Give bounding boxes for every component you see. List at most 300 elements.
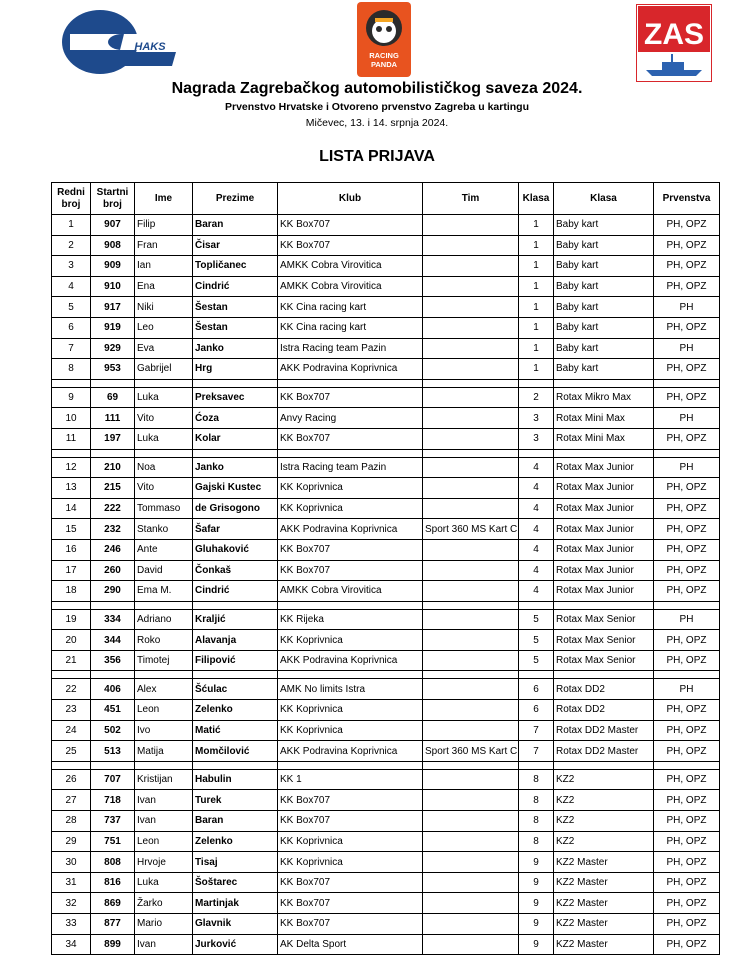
cell-tim xyxy=(423,769,519,790)
cell-prvenstva: PH xyxy=(654,338,720,359)
cell-tim xyxy=(423,609,519,630)
cell-ime: Ema M. xyxy=(135,581,193,602)
cell-klasa-number: 4 xyxy=(519,457,554,478)
cell-prezime: Cindrić xyxy=(193,581,278,602)
cell-redni-broj: 24 xyxy=(52,720,91,741)
cell-startni-broj: 344 xyxy=(91,630,135,651)
cell-prvenstva: PH, OPZ xyxy=(654,650,720,671)
cell-prezime: Gajski Kustec xyxy=(193,478,278,499)
separator-cell xyxy=(91,379,135,387)
cell-startni-broj: 908 xyxy=(91,235,135,256)
cell-ime: Žarko xyxy=(135,893,193,914)
cell-prezime: Kolar xyxy=(193,428,278,449)
cell-klasa-number: 9 xyxy=(519,872,554,893)
cell-klasa: KZ2 xyxy=(554,769,654,790)
cell-startni-broj: 513 xyxy=(91,741,135,762)
col-header-klub: Klub xyxy=(278,183,423,215)
cell-klub: AMKK Cobra Virovitica xyxy=(278,276,423,297)
cell-klasa-number: 5 xyxy=(519,630,554,651)
cell-prezime: Cindrić xyxy=(193,276,278,297)
cell-klub: KK Koprivnica xyxy=(278,720,423,741)
separator-cell xyxy=(519,449,554,457)
cell-klub: KK Box707 xyxy=(278,235,423,256)
separator-cell xyxy=(52,601,91,609)
separator-cell xyxy=(135,761,193,769)
table-row xyxy=(52,235,720,256)
cell-prvenstva: PH xyxy=(654,408,720,429)
cell-prezime: de Grisogono xyxy=(193,498,278,519)
cell-prvenstva: PH xyxy=(654,609,720,630)
cell-ime: Hrvoje xyxy=(135,852,193,873)
table-row xyxy=(52,539,720,560)
table-row xyxy=(52,359,720,380)
cell-prvenstva: PH, OPZ xyxy=(654,235,720,256)
table-row xyxy=(52,297,720,318)
cell-klasa: Rotax Max Junior xyxy=(554,498,654,519)
cell-ime: Leon xyxy=(135,700,193,721)
table-row xyxy=(52,741,720,762)
cell-klub: KK Box707 xyxy=(278,560,423,581)
separator-cell xyxy=(423,671,519,679)
cell-tim xyxy=(423,408,519,429)
separator-cell xyxy=(554,761,654,769)
table-row xyxy=(52,609,720,630)
cell-prvenstva: PH, OPZ xyxy=(654,811,720,832)
cell-prvenstva: PH, OPZ xyxy=(654,872,720,893)
cell-prvenstva: PH, OPZ xyxy=(654,560,720,581)
cell-ime: Stanko xyxy=(135,519,193,540)
cell-tim xyxy=(423,720,519,741)
cell-klasa-number: 4 xyxy=(519,560,554,581)
cell-klasa-number: 4 xyxy=(519,581,554,602)
cell-ime: Luka xyxy=(135,872,193,893)
cell-prezime: Baran xyxy=(193,811,278,832)
cell-ime: Leon xyxy=(135,831,193,852)
cell-ime: Tommaso xyxy=(135,498,193,519)
cell-startni-broj: 502 xyxy=(91,720,135,741)
separator-cell xyxy=(52,449,91,457)
separator-cell xyxy=(193,601,278,609)
cell-tim xyxy=(423,679,519,700)
table-row xyxy=(52,256,720,277)
cell-tim xyxy=(423,700,519,721)
cell-ime: Gabrijel xyxy=(135,359,193,380)
table-row xyxy=(52,769,720,790)
cell-startni-broj: 751 xyxy=(91,831,135,852)
svg-text:RACING: RACING xyxy=(369,51,399,60)
cell-prezime: Habulin xyxy=(193,769,278,790)
cell-ime: Vito xyxy=(135,478,193,499)
cell-startni-broj: 69 xyxy=(91,387,135,408)
cell-klasa: Baby kart xyxy=(554,276,654,297)
cell-prezime: Matić xyxy=(193,720,278,741)
cell-klub: Istra Racing team Pazin xyxy=(278,457,423,478)
cell-klasa: KZ2 xyxy=(554,831,654,852)
table-row xyxy=(52,831,720,852)
cell-ime: Mario xyxy=(135,914,193,935)
cell-prvenstva: PH, OPZ xyxy=(654,498,720,519)
separator-cell xyxy=(519,671,554,679)
separator-cell xyxy=(278,671,423,679)
cell-prezime: Čonkaš xyxy=(193,560,278,581)
cell-klasa: Baby kart xyxy=(554,317,654,338)
cell-klasa: Rotax DD2 xyxy=(554,679,654,700)
cell-tim xyxy=(423,560,519,581)
table-row xyxy=(52,630,720,651)
page-title: Nagrada Zagrebačkog automobilističkog saveza 2024. xyxy=(171,80,583,97)
separator-cell xyxy=(135,379,193,387)
racing-panda-logo xyxy=(357,2,411,77)
separator-cell xyxy=(554,671,654,679)
cell-startni-broj: 910 xyxy=(91,276,135,297)
cell-klub: KK Koprivnica xyxy=(278,831,423,852)
cell-redni-broj: 26 xyxy=(52,769,91,790)
svg-text:ZAS: ZAS xyxy=(644,18,704,51)
cell-ime: Eva xyxy=(135,338,193,359)
cell-redni-broj: 8 xyxy=(52,359,91,380)
cell-tim: Sport 360 MS Kart C xyxy=(423,519,519,540)
cell-redni-broj: 5 xyxy=(52,297,91,318)
cell-klasa-number: 4 xyxy=(519,519,554,540)
cell-klasa-number: 9 xyxy=(519,852,554,873)
cell-tim xyxy=(423,338,519,359)
table-row xyxy=(52,387,720,408)
cell-ime: Ena xyxy=(135,276,193,297)
cell-klasa-number: 7 xyxy=(519,720,554,741)
separator-cell xyxy=(278,601,423,609)
cell-redni-broj: 11 xyxy=(52,428,91,449)
cell-prezime: Martinjak xyxy=(193,893,278,914)
separator-cell xyxy=(278,761,423,769)
cell-prezime: Jurković xyxy=(193,934,278,955)
cell-klasa: Baby kart xyxy=(554,338,654,359)
cell-prezime: Šoštarec xyxy=(193,872,278,893)
cell-klub: AKK Podravina Koprivnica xyxy=(278,359,423,380)
cell-tim xyxy=(423,235,519,256)
cell-tim xyxy=(423,790,519,811)
cell-startni-broj: 197 xyxy=(91,428,135,449)
cell-klasa: KZ2 Master xyxy=(554,872,654,893)
cell-klub: Anvy Racing xyxy=(278,408,423,429)
cell-ime: Ivan xyxy=(135,790,193,811)
cell-klasa: Rotax DD2 Master xyxy=(554,741,654,762)
cell-redni-broj: 2 xyxy=(52,235,91,256)
separator-cell xyxy=(654,601,720,609)
cell-klasa-number: 4 xyxy=(519,539,554,560)
cell-klub: KK Cina racing kart xyxy=(278,297,423,318)
cell-prvenstva: PH, OPZ xyxy=(654,581,720,602)
separator-cell xyxy=(52,671,91,679)
col-header-redni-broj: Redni broj xyxy=(52,183,91,215)
cell-ime: Matija xyxy=(135,741,193,762)
cell-klasa: KZ2 Master xyxy=(554,852,654,873)
cell-klasa: Rotax Max Junior xyxy=(554,478,654,499)
cell-klasa: Baby kart xyxy=(554,297,654,318)
cell-startni-broj: 451 xyxy=(91,700,135,721)
cell-tim xyxy=(423,317,519,338)
table-row xyxy=(52,560,720,581)
group-separator-row xyxy=(52,761,720,769)
cell-klasa: KZ2 Master xyxy=(554,934,654,955)
cell-ime: Ivan xyxy=(135,934,193,955)
cell-prezime: Ćoza xyxy=(193,408,278,429)
cell-tim xyxy=(423,852,519,873)
cell-klub: KK Koprivnica xyxy=(278,852,423,873)
cell-redni-broj: 32 xyxy=(52,893,91,914)
cell-klasa: Rotax Mini Max xyxy=(554,428,654,449)
cell-ime: Filip xyxy=(135,215,193,236)
cell-startni-broj: 899 xyxy=(91,934,135,955)
cell-prvenstva: PH, OPZ xyxy=(654,387,720,408)
cell-startni-broj: 869 xyxy=(91,893,135,914)
cell-redni-broj: 29 xyxy=(52,831,91,852)
cell-tim xyxy=(423,276,519,297)
cell-prezime: Topličanec xyxy=(193,256,278,277)
cell-startni-broj: 808 xyxy=(91,852,135,873)
table-row xyxy=(52,581,720,602)
cell-startni-broj: 907 xyxy=(91,215,135,236)
cell-klasa: Rotax DD2 Master xyxy=(554,720,654,741)
cell-tim xyxy=(423,934,519,955)
cell-ime: Adriano xyxy=(135,609,193,630)
zas-logo xyxy=(636,4,712,82)
cell-klasa-number: 8 xyxy=(519,769,554,790)
cell-klasa: Rotax Mikro Max xyxy=(554,387,654,408)
cell-tim xyxy=(423,539,519,560)
cell-klub: KK Koprivnica xyxy=(278,630,423,651)
cell-klasa: Baby kart xyxy=(554,215,654,236)
cell-redni-broj: 4 xyxy=(52,276,91,297)
separator-cell xyxy=(91,671,135,679)
cell-tim xyxy=(423,650,519,671)
separator-cell xyxy=(135,601,193,609)
cell-prvenstva: PH, OPZ xyxy=(654,317,720,338)
cell-klasa-number: 1 xyxy=(519,256,554,277)
cell-klasa-number: 1 xyxy=(519,338,554,359)
cell-redni-broj: 1 xyxy=(52,215,91,236)
cell-tim xyxy=(423,581,519,602)
cell-startni-broj: 334 xyxy=(91,609,135,630)
svg-text:PANDA: PANDA xyxy=(370,60,398,69)
cell-tim xyxy=(423,893,519,914)
cell-klub: AKK Podravina Koprivnica xyxy=(278,519,423,540)
cell-klasa: Baby kart xyxy=(554,359,654,380)
table-row xyxy=(52,478,720,499)
separator-cell xyxy=(193,379,278,387)
cell-prezime: Alavanja xyxy=(193,630,278,651)
cell-klub: KK Box707 xyxy=(278,387,423,408)
separator-cell xyxy=(519,601,554,609)
cell-ime: Ian xyxy=(135,256,193,277)
cell-klasa-number: 1 xyxy=(519,215,554,236)
separator-cell xyxy=(554,601,654,609)
separator-cell xyxy=(554,449,654,457)
cell-redni-broj: 31 xyxy=(52,872,91,893)
cell-klasa: Baby kart xyxy=(554,256,654,277)
table-row xyxy=(52,276,720,297)
separator-cell xyxy=(519,761,554,769)
cell-prvenstva: PH, OPZ xyxy=(654,478,720,499)
cell-prezime: Turek xyxy=(193,790,278,811)
cell-ime: Fran xyxy=(135,235,193,256)
cell-klub: KK Box707 xyxy=(278,428,423,449)
cell-tim xyxy=(423,914,519,935)
cell-klasa-number: 6 xyxy=(519,700,554,721)
cell-tim xyxy=(423,811,519,832)
separator-cell xyxy=(654,449,720,457)
separator-cell xyxy=(423,761,519,769)
cell-prvenstva: PH, OPZ xyxy=(654,934,720,955)
cell-startni-broj: 919 xyxy=(91,317,135,338)
cell-klasa-number: 8 xyxy=(519,831,554,852)
cell-klasa-number: 8 xyxy=(519,811,554,832)
cell-ime: Noa xyxy=(135,457,193,478)
separator-cell xyxy=(52,379,91,387)
cell-prezime: Momčilović xyxy=(193,741,278,762)
cell-klasa: Rotax Max Senior xyxy=(554,650,654,671)
col-header-ime: Ime xyxy=(135,183,193,215)
cell-klasa-number: 3 xyxy=(519,428,554,449)
haks-logo xyxy=(60,8,178,78)
cell-ime: Alex xyxy=(135,679,193,700)
cell-redni-broj: 22 xyxy=(52,679,91,700)
cell-redni-broj: 14 xyxy=(52,498,91,519)
cell-redni-broj: 16 xyxy=(52,539,91,560)
cell-klub: KK Box707 xyxy=(278,790,423,811)
cell-klasa-number: 2 xyxy=(519,387,554,408)
col-header-tim: Tim xyxy=(423,183,519,215)
cell-redni-broj: 34 xyxy=(52,934,91,955)
cell-prezime: Hrg xyxy=(193,359,278,380)
cell-ime: Ante xyxy=(135,539,193,560)
cell-klasa: KZ2 Master xyxy=(554,893,654,914)
col-header-startni-broj: Startni broj xyxy=(91,183,135,215)
table-row xyxy=(52,317,720,338)
col-header-prezime: Prezime xyxy=(193,183,278,215)
cell-prvenstva: PH, OPZ xyxy=(654,276,720,297)
table-row xyxy=(52,679,720,700)
table-row xyxy=(52,650,720,671)
cell-prezime: Janko xyxy=(193,457,278,478)
cell-klasa-number: 1 xyxy=(519,359,554,380)
cell-prezime: Čisar xyxy=(193,235,278,256)
separator-cell xyxy=(278,379,423,387)
cell-klub: KK Rijeka xyxy=(278,609,423,630)
cell-redni-broj: 20 xyxy=(52,630,91,651)
cell-prezime: Baran xyxy=(193,215,278,236)
table-row xyxy=(52,498,720,519)
cell-klasa-number: 9 xyxy=(519,893,554,914)
separator-cell xyxy=(193,449,278,457)
cell-startni-broj: 406 xyxy=(91,679,135,700)
cell-redni-broj: 33 xyxy=(52,914,91,935)
cell-ime: Timotej xyxy=(135,650,193,671)
cell-redni-broj: 3 xyxy=(52,256,91,277)
table-row xyxy=(52,457,720,478)
cell-klub: Istra Racing team Pazin xyxy=(278,338,423,359)
cell-klasa-number: 6 xyxy=(519,679,554,700)
cell-prvenstva: PH, OPZ xyxy=(654,215,720,236)
table-row xyxy=(52,852,720,873)
cell-prezime: Janko xyxy=(193,338,278,359)
separator-cell xyxy=(654,379,720,387)
cell-prvenstva: PH, OPZ xyxy=(654,769,720,790)
cell-klasa: Rotax Max Senior xyxy=(554,630,654,651)
cell-ime: Luka xyxy=(135,387,193,408)
event-date: Mičevec, 13. i 14. srpnja 2024. xyxy=(305,117,449,129)
cell-prezime: Šestan xyxy=(193,317,278,338)
cell-tim xyxy=(423,831,519,852)
cell-startni-broj: 929 xyxy=(91,338,135,359)
cell-klasa: Rotax Max Junior xyxy=(554,519,654,540)
cell-klasa-number: 4 xyxy=(519,498,554,519)
cell-klub: AMK No limits Istra xyxy=(278,679,423,700)
cell-klasa: Rotax Mini Max xyxy=(554,408,654,429)
cell-tim xyxy=(423,387,519,408)
cell-klasa-number: 5 xyxy=(519,609,554,630)
group-separator-row xyxy=(52,379,720,387)
cell-tim xyxy=(423,359,519,380)
separator-cell xyxy=(91,449,135,457)
cell-startni-broj: 877 xyxy=(91,914,135,935)
cell-tim xyxy=(423,428,519,449)
cell-ime: Kristijan xyxy=(135,769,193,790)
cell-tim: Sport 360 MS Kart C xyxy=(423,741,519,762)
cell-tim xyxy=(423,215,519,236)
cell-prvenstva: PH, OPZ xyxy=(654,256,720,277)
entry-list-table xyxy=(51,182,720,955)
table-row xyxy=(52,934,720,955)
separator-cell xyxy=(519,379,554,387)
cell-prezime: Šestan xyxy=(193,297,278,318)
cell-klub: KK Koprivnica xyxy=(278,498,423,519)
cell-klasa: Rotax DD2 xyxy=(554,700,654,721)
cell-ime: Niki xyxy=(135,297,193,318)
cell-redni-broj: 28 xyxy=(52,811,91,832)
separator-cell xyxy=(278,449,423,457)
table-row xyxy=(52,700,720,721)
cell-prvenstva: PH, OPZ xyxy=(654,914,720,935)
cell-prezime: Glavnik xyxy=(193,914,278,935)
cell-prvenstva: PH, OPZ xyxy=(654,893,720,914)
cell-klub: AMKK Cobra Virovitica xyxy=(278,256,423,277)
cell-klub: AKK Podravina Koprivnica xyxy=(278,741,423,762)
cell-klasa-number: 4 xyxy=(519,478,554,499)
table-row xyxy=(52,914,720,935)
cell-klasa: KZ2 Master xyxy=(554,914,654,935)
separator-cell xyxy=(654,761,720,769)
page-subtitle: Prvenstvo Hrvatske i Otvoreno prvenstvo Zagreba u kartingu xyxy=(224,101,529,113)
cell-klasa: Rotax Max Senior xyxy=(554,609,654,630)
cell-prezime: Gluhaković xyxy=(193,539,278,560)
table-row xyxy=(52,215,720,236)
table-row xyxy=(52,338,720,359)
list-title: LISTA PRIJAVA xyxy=(319,148,435,165)
cell-ime: Leo xyxy=(135,317,193,338)
cell-ime: Roko xyxy=(135,630,193,651)
cell-klub: KK Box707 xyxy=(278,539,423,560)
separator-cell xyxy=(654,671,720,679)
cell-klub: KK 1 xyxy=(278,769,423,790)
cell-redni-broj: 12 xyxy=(52,457,91,478)
separator-cell xyxy=(193,671,278,679)
cell-startni-broj: 909 xyxy=(91,256,135,277)
cell-tim xyxy=(423,498,519,519)
cell-prvenstva: PH xyxy=(654,457,720,478)
cell-startni-broj: 222 xyxy=(91,498,135,519)
cell-ime: Luka xyxy=(135,428,193,449)
table-row xyxy=(52,519,720,540)
